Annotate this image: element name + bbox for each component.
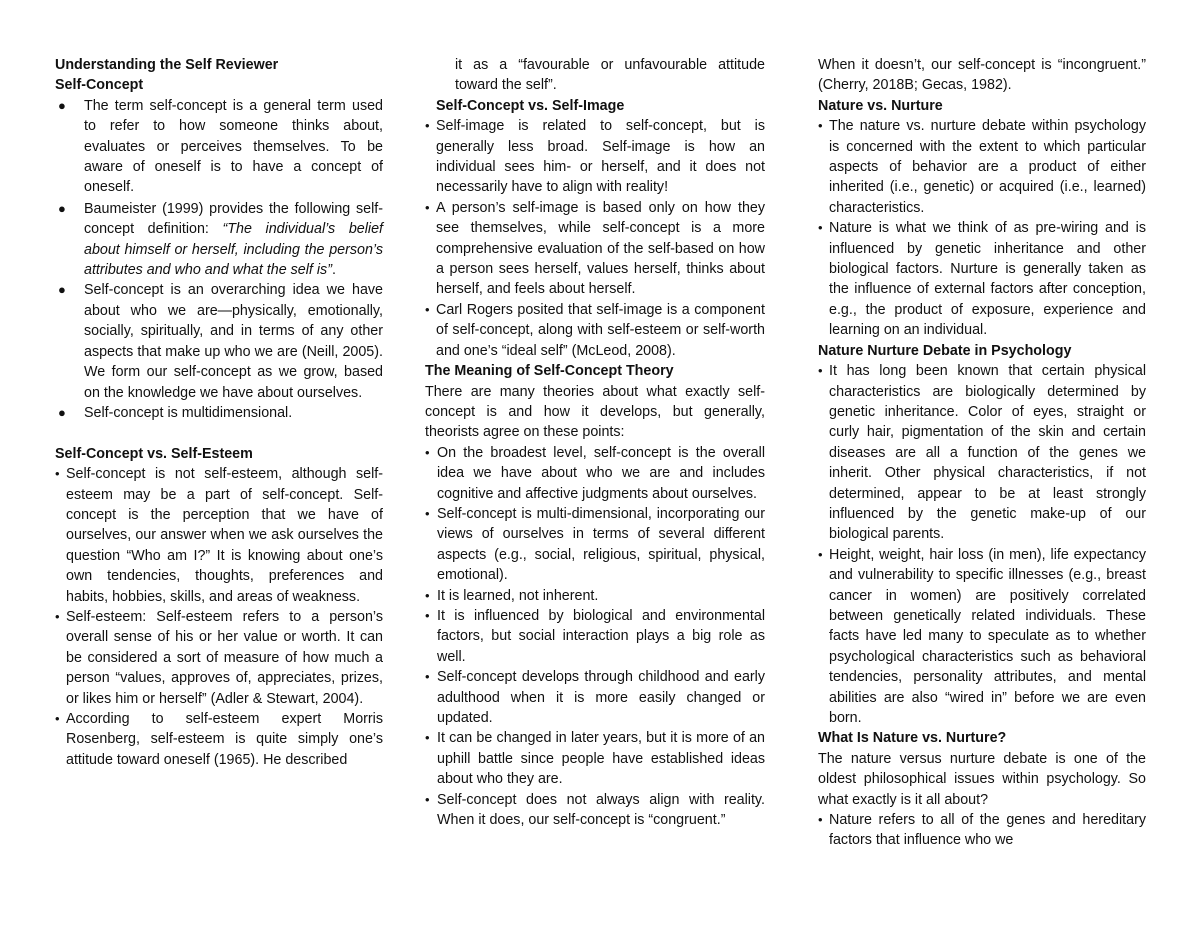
list-item: • Nature refers to all of the genes and hereditary factors that influence who we [818, 812, 1146, 849]
debate-list [818, 361, 1146, 545]
list-item: • Self-concept is not self-esteem, although self-esteem may be a part of self-concept. Self-concept is the perception that we have of ourselves, our answer when we ask ourselves the question “Who am I?” It is knowing about one’s own tendencies, thoughts, preferences and habits, hobbies, skills, and areas of weakness. [55, 466, 383, 605]
bullet-icon: • [818, 220, 823, 236]
continuation-text: it as a “favourable or unfavourable attitude toward the self”. [455, 57, 765, 94]
list-item: • Carl Rogers posited that self-image is a component of self-concept, along with self-esteem or self-worth and one’s “ideal self” (McLeod, 2008). [425, 301, 765, 359]
list-item: • It is influenced by biological and environmental factors, but social interaction plays a big role as well. [425, 607, 765, 665]
list-item: • Self-concept is multi-dimensional, incorporating our views of ourselves in terms of several different aspects (e.g., social, religious, spiritual, physical, emotional). [425, 505, 765, 584]
bullet-icon: • [425, 730, 430, 746]
theory-intro: There are many theories about what exactly self-concept is and how it develops, but generally, theorists agree on these points: [425, 383, 765, 441]
bullet-icon: • [55, 466, 60, 482]
list-item: • It can be changed in later years, but it is more of an uphill battle since people have established ideas about who they are. [425, 730, 765, 788]
bullet-icon: • [425, 505, 430, 521]
bullet-icon: • [818, 546, 823, 562]
list-item: ● Self-concept is multidimensional. [55, 403, 383, 423]
list-item: • Self-concept does not always align with reality. When it does, our self-concept is “congruent.” [425, 791, 765, 829]
list-item: ● Baumeister (1999) provides the following self-concept definition: “The individual’s belief about himself or herself, including the person’s attributes and who and what the self is”. [58, 200, 383, 279]
list-item: • Self-esteem: Self-esteem refers to a person’s overall sense of his or her value or worth. It can be considered a sort of measure of how much a person “values, approves of, appreciates, prizes, or likes him or herself” (Adler & Stewart, 2004). [55, 608, 383, 707]
bullet-icon: • [425, 587, 430, 603]
bullet-icon: ● [58, 282, 66, 298]
bullet-icon: • [55, 608, 60, 624]
heading-self-image: Self-Concept vs. Self-Image [436, 97, 625, 114]
list-item: • Nature is what we think of as pre-wiring and is influenced by genetic inheritance and other biological factors. Nurture is generally taken as the influence of external factors after conception, e.g., the product of exposure, experience and learning on an individual. [818, 220, 1146, 339]
what-intro: The nature versus nurture debate is one of the oldest philosophical issues within psychology. So what exactly is it all about? [818, 750, 1146, 808]
bullet-icon: • [425, 118, 430, 134]
bullet-icon: ● [58, 200, 66, 216]
list-item: ● The term self-concept is a general term used to refer to how someone thinks about, evaluates or perceives themselves. To be aware of oneself is to have a concept of oneself. [58, 97, 383, 196]
list-item: ● Self-concept is an overarching idea we have about who we are—physically, emotionally, socially, spiritually, and in terms of any other aspects that make up who we are (Neill, 2005). We form our self-concept as we grow, based on the knowledge we have about ourselves. [58, 282, 383, 401]
theory-list [425, 443, 765, 831]
bullet-icon: ● [58, 97, 66, 113]
bullet-icon: • [818, 363, 823, 379]
list-item: • Self-concept develops through childhood and early adulthood when it is more easily changed or updated. [425, 669, 765, 726]
heading-self-concept: Self-Concept [55, 77, 144, 94]
heading-self-esteem: Self-Concept vs. Self-Esteem [55, 445, 253, 462]
bullet-icon: ● [58, 404, 66, 420]
heading-theory: The Meaning of Self-Concept Theory [425, 363, 674, 380]
heading-nature-nurture: Nature vs. Nurture [818, 97, 943, 114]
bullet-icon: • [425, 301, 430, 317]
nature-list [818, 116, 1146, 340]
bullet-icon: • [425, 444, 430, 460]
bullet-icon: • [425, 199, 430, 215]
bullet-icon: • [425, 669, 430, 685]
list-item: • It is learned, not inherent. [425, 586, 765, 606]
list-item: • According to self-esteem expert Morris Rosenberg, self-esteem is quite simply one’s attitude toward oneself (1965). He described [55, 710, 383, 768]
list-item: • A person’s self-image is based only on how they see themselves, while self-concept is a more comprehensive evaluation of the self-based on how a person sees herself, values herself, thinks about herself, and feels about herself. [425, 199, 765, 298]
continuation-text: When it doesn’t, our self-concept is “incongruent.” (Cherry, 2018B; Gecas, 1982). [818, 57, 1146, 94]
self-image-list [425, 116, 765, 361]
self-concept-list [55, 96, 383, 424]
rosenberg-list [55, 709, 383, 770]
list-item: • The nature vs. nurture debate within psychology is concerned with the extent to which particular aspects of behavior are a product of either inherited (i.e., genetic) or acquired (i.e., learned) characteristics. [818, 118, 1146, 216]
list-item: • Self-image is related to self-concept, but is generally less broad. Self-image is how an individual sees him- or herself, and it does not necessarily have to align with reality! [425, 118, 765, 196]
heading-what-is: What Is Nature vs. Nurture? [818, 730, 1007, 747]
list-item: • On the broadest level, self-concept is the overall idea we have about who we are and includes cognitive and affective judgments about ourselves. [425, 444, 765, 502]
document-title: Understanding the Self Reviewer [55, 57, 279, 73]
debate-sub-list [818, 545, 1146, 729]
bullet-icon: • [818, 812, 823, 828]
baumeister-quote: “The individual’s belief about himself or herself, including the person’s attributes and who and what the self is” [84, 221, 383, 279]
bullet-icon: • [425, 791, 430, 807]
spacer [55, 423, 383, 443]
bullet-icon: • [818, 118, 823, 134]
list-item: • It has long been known that certain physical characteristics are biologically determined by genetic inheritance. Color of eyes, straight or curly hair, pigmentation of the skin and certain diseases are all a function of the genes we inherit. Other physical characteristics, if not determined, appear to be at least strongly influenced by the genetic make-up of our biological parents. [818, 363, 1146, 543]
list-item: • Height, weight, hair loss (in men), life expectancy and vulnerability to specific illnesses (e.g., breast cancer in women) are positively correlated between genetically related individuals. These facts have led many to speculate as to whether psychological characteristics such as behavioral tendencies, personality attributes, and mental abilities are also “wired in” before we are even born. [818, 546, 1146, 726]
column-1 [55, 55, 383, 770]
column-2 [425, 55, 765, 830]
what-list [818, 810, 1146, 851]
column-3 [818, 55, 1146, 851]
heading-debate: Nature Nurture Debate in Psychology [818, 342, 1072, 359]
bullet-icon: • [55, 710, 60, 726]
bullet-icon: • [425, 607, 430, 623]
self-esteem-list [55, 464, 383, 709]
